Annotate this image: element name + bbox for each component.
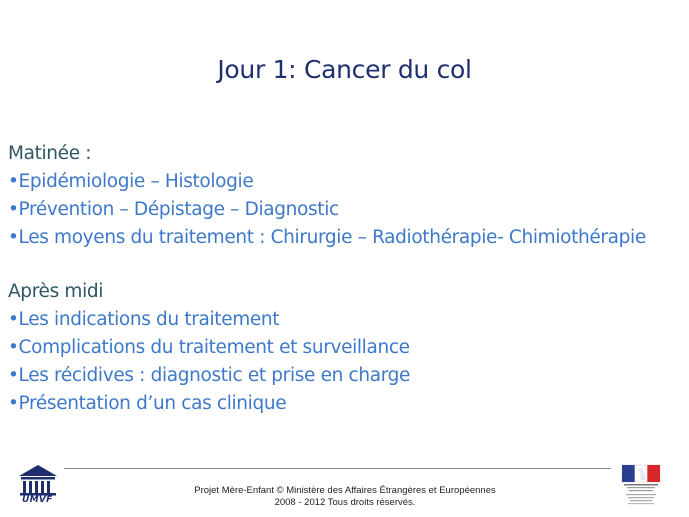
afternoon-item-2: •Complications du traitement et surveillance	[8, 337, 410, 358]
footer-copyright	[160, 485, 530, 509]
umvf-logo-label: UMVF	[22, 495, 53, 505]
footer-line-1: Projet Mère-Enfant © Ministère des Affaires Étrangères et Européennes	[194, 485, 496, 496]
footer-line-2: 2008 - 2012 Tous droits réservés.	[274, 497, 416, 508]
afternoon-item-3: •Les récidives : diagnostic et prise en charge	[8, 365, 411, 386]
morning-heading: Matinée :	[8, 143, 92, 164]
afternoon-item-4: •Présentation d’un cas clinique	[8, 393, 287, 414]
footer-divider	[64, 468, 611, 469]
section-spacer	[8, 252, 683, 278]
morning-item-2: •Prévention – Dépistage – Diagnostic	[8, 199, 339, 220]
slide-title: Jour 1: Cancer du col	[217, 55, 472, 84]
ministry-logo-icon	[618, 463, 664, 513]
morning-item-3: •Les moyens du traitement : Chirurgie – Radiothérapie- Chimiothérapie	[8, 227, 646, 248]
afternoon-heading: Après midi	[8, 281, 104, 302]
morning-item-1: •Epidémiologie – Histologie	[8, 171, 254, 192]
slide-content	[8, 140, 683, 418]
afternoon-item-1: •Les indications du traitement	[8, 309, 280, 330]
